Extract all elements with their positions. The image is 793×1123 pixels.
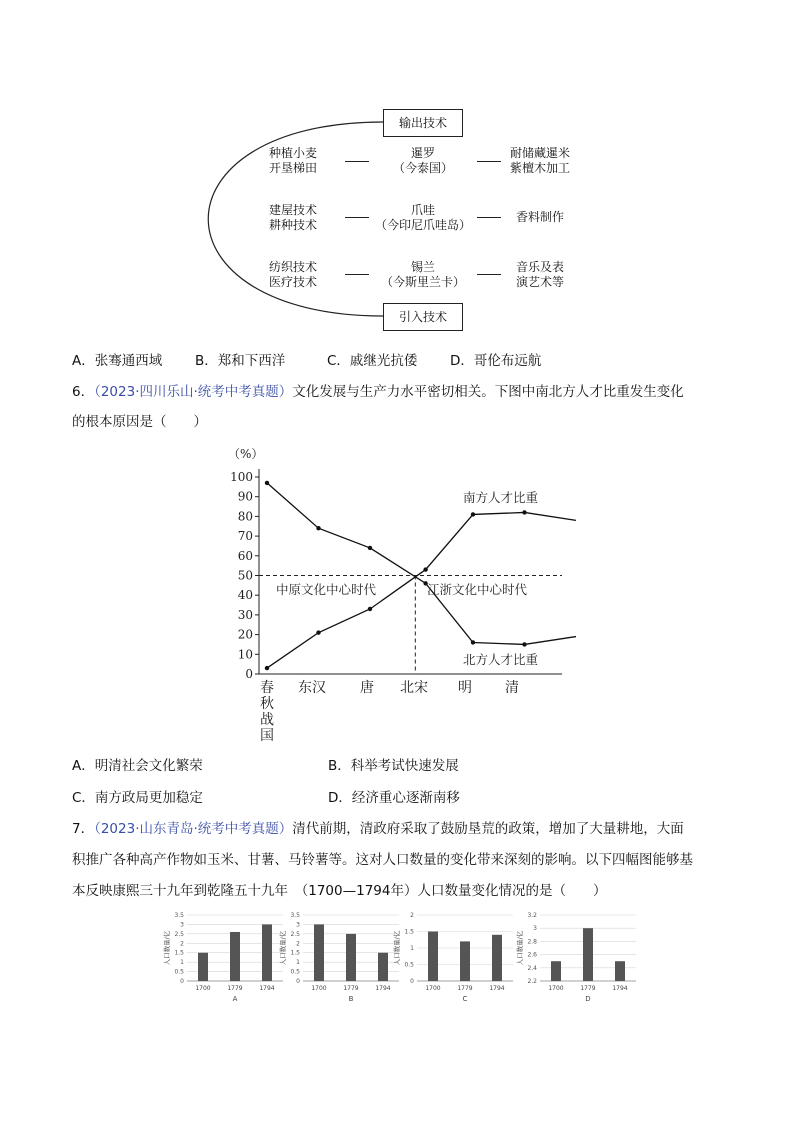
y-tick-label: 0.5 [290, 968, 300, 976]
q5-option-a[interactable]: A．张骞通西域 [72, 353, 163, 369]
bar [262, 924, 272, 981]
row1-right-dash [477, 161, 501, 162]
y-axis-unit: （%） [228, 447, 264, 461]
q5-option-d[interactable]: D．哥伦布远航 [450, 353, 542, 369]
q6-text: 文化发展与生产力水平密切相关。下图中南北方人才比重发生变化 [292, 384, 684, 400]
row1-right-text: 耐储藏暹米 紫檀木加工 [509, 146, 570, 175]
y-tick-label: 1.5 [290, 949, 300, 957]
y-axis-title: 人口数量/亿 [393, 930, 401, 966]
x-tick-label: 1794 [259, 985, 275, 992]
row1-left-text: 种植小麦 开垦梯田 [268, 146, 317, 175]
y-tick-label: 3.5 [174, 912, 184, 919]
y-axis-title: 人口数量/亿 [279, 930, 287, 966]
x-tick-label: 1779 [227, 985, 243, 992]
y-tick-label: 0 [245, 667, 253, 681]
import-technology-box: 引入技术 [383, 303, 463, 331]
q6-option-a[interactable]: A．明清社会文化繁荣 [72, 758, 203, 774]
south-talent-series-point [471, 512, 475, 516]
y-tick-label: 50 [237, 568, 253, 583]
x-tick-label: 1779 [580, 985, 596, 992]
y-tick-label: 20 [237, 627, 253, 642]
row3-left-dash [345, 274, 369, 275]
q5-option-b[interactable]: B．郑和下西洋 [195, 353, 286, 369]
bar [583, 928, 593, 981]
y-tick-label: 40 [237, 588, 253, 603]
y-tick-label: 1.5 [404, 928, 414, 936]
q6-stem-line2: 的根本原因是（ ） [72, 414, 207, 430]
y-tick-label: 0.5 [404, 961, 414, 969]
chart-letter-label: C [462, 995, 468, 1003]
y-tick-label: 60 [237, 548, 253, 563]
y-tick-label: 1 [296, 959, 300, 967]
south-series-label: 南方人才比重 [463, 490, 539, 505]
q6-option-c[interactable]: C．南方政局更加稳定 [72, 790, 203, 806]
x-tick-label: 明 [458, 680, 472, 696]
south-talent-series-point [522, 510, 526, 514]
row3-left-text: 纺织技术 医疗技术 [268, 260, 317, 289]
bar [615, 961, 625, 981]
y-tick-label: 2.5 [174, 930, 184, 938]
north-talent-series-point [265, 481, 269, 485]
y-tick-label: 2 [180, 940, 184, 948]
talent-ratio-line-chart [0, 440, 793, 750]
y-tick-label: 3.2 [527, 912, 537, 919]
x-tick-label: 1779 [343, 985, 359, 992]
chart-letter-label: D [585, 995, 591, 1003]
bar [492, 935, 502, 981]
north-talent-series-point [522, 642, 526, 646]
bar-chart-c [392, 912, 513, 1003]
x-tick-label: 1794 [375, 985, 391, 992]
row1-country: 暹罗 （今泰国） [392, 146, 453, 175]
y-tick-label: 100 [230, 470, 253, 484]
row2-right-text: 香料制作 [515, 210, 564, 224]
y-tick-label: 3.5 [290, 912, 300, 919]
q7-stem-line1 [72, 820, 684, 838]
x-tick-label: 清 [505, 680, 519, 696]
bar-chart-d [515, 912, 636, 1003]
y-tick-label: 2.8 [527, 938, 537, 946]
y-tick-label: 2.4 [527, 964, 537, 972]
south-talent-series-point [265, 666, 269, 670]
x-tick-label: 秋 [260, 696, 274, 712]
jiangzhe-era-label: 江浙文化中心时代 [427, 582, 528, 597]
bar [428, 932, 438, 982]
bar [230, 932, 240, 981]
y-tick-label: 2.6 [527, 951, 537, 959]
y-tick-label: 0 [180, 978, 184, 985]
y-tick-label: 3 [533, 925, 537, 933]
south-talent-series-point [316, 630, 320, 634]
central-plains-era-label: 中原文化中心时代 [276, 582, 377, 597]
chart-letter-label: B [348, 995, 354, 1003]
y-tick-label: 80 [237, 509, 253, 524]
row2-right-dash [477, 217, 501, 218]
x-tick-label: 1700 [195, 985, 211, 992]
row2-country: 爪哇 （今印尼爪哇岛） [374, 203, 471, 232]
row3-country: 锡兰 （今斯里兰卡） [380, 260, 465, 289]
north-talent-series-point [471, 640, 475, 644]
q7-stem-line2: 积推广各种高产作物如玉米、甘薯、马铃薯等。这对人口数量的变化带来深刻的影响。以下四幅图能够基 [72, 852, 693, 868]
bar [346, 934, 356, 981]
bar [378, 953, 388, 981]
y-tick-label: 1 [410, 945, 414, 952]
q7-stem-line3: 本反映康熙三十九年到乾隆五十九年 （1700—1794年）人口数量变化情况的是（ ） [72, 883, 607, 899]
y-tick-label: 2 [410, 912, 414, 919]
north-talent-series-line [267, 483, 576, 645]
x-tick-label: 1779 [457, 985, 473, 992]
row3-right-dash [477, 274, 501, 275]
row3-right-text: 音乐及表 演艺术等 [515, 260, 564, 289]
south-talent-series-point [368, 607, 372, 611]
x-tick-label: 唐 [360, 680, 374, 696]
y-tick-label: 1.5 [174, 949, 184, 957]
x-tick-label: 1794 [612, 985, 628, 992]
q6-option-d[interactable]: D．经济重心逐渐南移 [328, 790, 460, 806]
y-tick-label: 0 [410, 978, 414, 985]
y-tick-label: 90 [237, 489, 253, 504]
bar-chart-b [278, 912, 399, 1003]
q7-source: （2023·山东青岛·统考中考真题） [94, 821, 293, 837]
y-tick-label: 2 [296, 940, 300, 948]
north-series-label: 北方人才比重 [463, 652, 539, 667]
x-tick-label: 国 [260, 728, 274, 744]
y-tick-label: 0 [296, 978, 300, 985]
y-axis-title: 人口数量/亿 [516, 930, 524, 966]
q7-text: 清代前期，清政府采取了鼓励垦荒的政策，增加了大量耕地，大面 [292, 821, 684, 837]
y-tick-label: 3 [180, 921, 184, 929]
x-tick-label: 东汉 [298, 680, 326, 696]
y-tick-label: 0.5 [174, 968, 184, 976]
bar [551, 961, 561, 981]
y-tick-label: 3 [296, 921, 300, 929]
x-tick-label: 春 [260, 680, 274, 696]
x-tick-label: 1700 [311, 985, 327, 992]
y-tick-label: 2.5 [290, 930, 300, 938]
bar-chart-a [162, 912, 283, 1003]
north-talent-series-point [368, 546, 372, 550]
y-axis-title: 人口数量/亿 [163, 930, 171, 966]
q7-number: 7． [72, 821, 95, 837]
y-tick-label: 1 [180, 959, 184, 967]
row1-left-dash [345, 161, 369, 162]
north-talent-series-point [316, 526, 320, 530]
bar [460, 941, 470, 981]
y-tick-label: 30 [237, 607, 253, 622]
x-tick-label: 1794 [489, 985, 505, 992]
q6-option-b[interactable]: B．科举考试快速发展 [328, 758, 459, 774]
row2-left-text: 建屋技术 耕种技术 [268, 203, 317, 232]
q6-source: （2023·四川乐山·统考中考真题） [94, 384, 293, 400]
q6-number: 6． [72, 384, 95, 400]
x-tick-label: 战 [260, 712, 274, 728]
population-bar-charts [0, 905, 793, 1015]
y-tick-label: 70 [237, 529, 253, 544]
x-tick-label: 北宋 [400, 680, 428, 696]
y-tick-label: 10 [237, 647, 253, 662]
output-technology-box: 输出技术 [383, 109, 463, 137]
q6-stem-line1 [72, 383, 684, 401]
q5-option-c[interactable]: C．戚继光抗倭 [327, 353, 418, 369]
bar [198, 953, 208, 981]
chart-letter-label: A [232, 995, 238, 1003]
y-tick-label: 2.2 [527, 978, 537, 985]
bar [314, 924, 324, 981]
x-tick-label: 1700 [548, 985, 564, 992]
row2-left-dash [345, 217, 369, 218]
x-tick-label: 1700 [425, 985, 441, 992]
south-talent-series-point [423, 567, 427, 571]
